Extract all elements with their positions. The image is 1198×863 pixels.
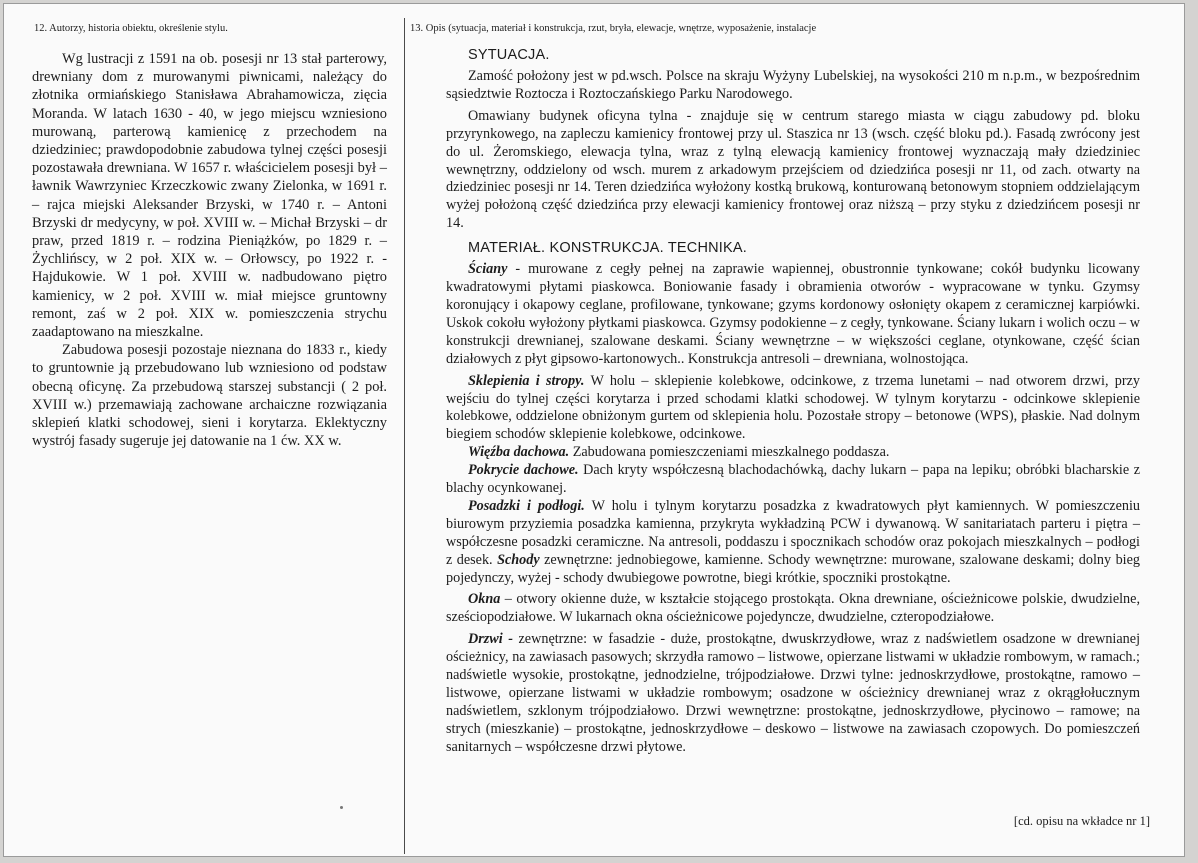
item-term: Sklepienia i stropy.	[468, 372, 585, 389]
left-section-header: 12. Autorzy, historia obiektu, określenie stylu.	[34, 23, 228, 34]
description-item-walls	[446, 261, 1140, 368]
description-item-doors	[446, 631, 1140, 756]
history-paragraph: Wg lustracji z 1591 na ob. posesji nr 13 stał parterowy, drewniany dom z murowanymi piwnicami, należący do złotnika ormiańskiego Stanisława Abrahamowicza, zięcia Moranda. W latach 1630 - 40, w jego miejscu wzniesiono murowaną, parterową kamienicę z przechodem na dziedziniec; prawdopodobnie zabudowa tylnej części posesji pozostawała drewniana. W 1657 r. właścicielem posesji był – ławnik Wawrzyniec Krzeczkowic zwany Zielonka, w 1691 r. – rajca miejski Aleksander Brzyski, w 1740 r. – Antoni Brzyski dr medycyny, w poł. XVIII w. – Michał Brzyski – dr praw, przed 1819 r. – rodzina Pieniążków, po 1829 r. – Żychlińscy, w 2 poł. XIX w. – Orłowscy, po 1922 r. - Hajdukowie. W 1 poł. XVIII w. nadbudowano piętro kamienicy, w 2 poł. XVIII w. miał miejsce gruntowny remont, zaś w 2 poł. XIX w. pomieszczenia strychu zaadaptowano na mieszkalne.	[32, 51, 387, 341]
section-heading-material: MATERIAŁ. KONSTRUKCJA. TECHNIKA.	[468, 240, 747, 257]
situation-paragraph: Zamość położony jest w pd.wsch. Polsce na skraju Wyżyny Lubelskiej, na wysokości 210 m n.p.m., w bezpośrednim sąsiedztwie Roztocza i Roztoczańskiego Parku Narodowego.	[446, 68, 1140, 102]
description-column	[446, 45, 1140, 757]
item-text: – otwory okienne duże, w kształcie stojącego prostokąta. Okna drewniane, ościeżnicowe polskie, dwudzielne, sześciopodziałowe. W lukarnach okna ościeżnicowe pojedyncze, dwudzielne, czteropodziałowe.	[446, 591, 1140, 626]
item-text: W holu i tylnym korytarzu posadzka z kwadratowych płyt kamiennych. W pomieszczeniu biurowym przyziemia posadzka kamienna, przykryta wykładziną PCW i dywanową. W sanitariatach parteru i piętra – współczesne posadzki ceramiczne. Na antresoli, poddaszu i spocznikach schodów oraz pokojach mieszkalnych – podłogi z desek.	[446, 497, 1140, 568]
column-divider	[404, 18, 405, 854]
history-column	[32, 50, 387, 450]
description-item-roof-truss	[446, 444, 1140, 462]
description-item-floors	[446, 498, 1140, 588]
item-term: Okna	[468, 591, 501, 608]
scan-speck	[340, 806, 343, 809]
item-term: Pokrycie dachowe.	[468, 462, 579, 479]
continuation-note: [cd. opisu na wkładce nr 1]	[1013, 814, 1150, 828]
history-paragraph: Zabudowa posesji pozostaje nieznana do 1833 r., kiedy to gruntownie ją przebudowano lub wzniesiono od podstaw obecną oficynę. Za przebudową starszej substancji ( 2 poł. XVIII w.) przemawiają zachowane archaiczne rozwiązania sklepień klatki schodowej, sieni i korytarza. Eklektyczny wystrój fasady sugeruje jej datowanie na 1 ćw. XX w.	[32, 342, 387, 450]
situation-paragraph: Omawiany budynek oficyna tylna - znajduje się w centrum starego miasta w ciągu zabudowy pd. bloku przyrynkowego, na zapleczu kamienicy frontowej przy ul. Staszica nr 13 (wsch. część bloku pd.). Fasadą zwrócony jest do ul. Żeromskiego, elewacja tylna, wraz z tylną elewacją kamienicy frontowej wyznaczają mały dziedziniec wewnętrzny, oddzielony od wsch. murem z arkadowym przejściem od dziedzińca posesji nr 11, od zach. otwarty na dziedziniec posesji nr 14. Teren dziedzińca wyłożony kostką brukową, konturowaną betonowym stopniem oddzielającym wyżej położoną część dziedzińca przy elewacji kamienicy frontowej oraz niższą – przy styku z dziedzińcem posesji nr 14.	[446, 107, 1140, 232]
item-text: Dach kryty współczesną blachodachówką, dachy lukarn – papa na lepiku; obróbki blacharskie z blachy ocynkowanej.	[446, 462, 1141, 497]
section-heading-situation: SYTUACJA.	[468, 47, 550, 63]
description-item-vaults	[446, 373, 1140, 445]
item-text: - murowane z cegły pełnej na zaprawie wapiennej, obustronnie tynkowane; cokół budynku licowany kwadratowymi płytami piaskowca. Boniowanie fasady i obramienia otworów - wypracowane w tynku. Gzymsy koronujący i okapowy ceglane, profilowane, tynkowane; gzyms kordonowy osłonięty okapem z ceramicznej karpiówki. Uskok cokołu wyłożony płytkami piaskowca. Gzymsy podokienne – z cegły, tynkowane. Ściany lukarn i wolich oczu – w konstrukcji drewnianej, szalowane deskami. Ściany wewnętrzne – w większości ceglane, otynkowane, część ścian działowych z płyt gipsowo-kartonowych.. Konstrukcja antresoli – drewniana, wolnostojąca.	[446, 261, 1140, 367]
description-item-windows	[446, 591, 1140, 627]
item-term: Posadzki i podłogi.	[468, 497, 585, 514]
item-text: W holu – sklepienie kolebkowe, odcinkowe, z trzema lunetami – nad otworem drzwi, przy wejściu do tylnej części korytarza i przed schodami klatki schodowej. W tylnym korytarzu - odcinkowe sklepienie kolebkowe, oddzielone obniżonym gurtem od sklepienia holu. Pozostałe stropy – betonowe (WPS), płaskie. Nad dolnym biegiem schodów sklepienie kolebkowe, odcinkowe.	[446, 372, 1140, 443]
item-text: Zabudowana pomieszczeniami mieszkalnego poddasza.	[569, 444, 890, 461]
description-item-roofing	[446, 462, 1140, 498]
item-term: Więźba dachowa.	[468, 444, 570, 461]
item-text: zewnętrzne: w fasadzie - duże, prostokątne, dwuskrzydłowe, wraz z nadświetlem osadzone w drewnianej ościeżnicy, na zawiasach pasowych; skrzydła ramowo – listwowe, opierzane listwami w układzie rombowym, w ramach.; nadświetle wysokie, prostokątne, jednodzielne, trójpodziałowe. Drzwi tylne: jednoskrzydłowe, prostokątne, ramowo – listwowe, opierzane listwami w układzie rombowym; osadzone w ościeżnicy drewnianej wraz z okrągłołucznym nadświetlem, szklonym trójpodziałowo. Drzwi wewnętrzne: prostokątne, jednoskrzydłowe, płycinowo – ramowe; na strych (mieszkanie) – prostokątne, jednoskrzydłowe – deskowo – listwowe na zawiasach czopowych. Do pomieszczeń sanitarnych – współczesne drzwi płytowe.	[446, 631, 1141, 755]
item-term-stairs: Schody	[497, 551, 540, 568]
item-term: Drzwi -	[468, 631, 513, 648]
item-term: Ściany	[468, 261, 508, 278]
item-text: zewnętrzne: jednobiegowe, kamienne. Schody wewnętrzne: murowane, szalowane deskami; dolny bieg pojedynczy, wyżej - schody dwubiegowe powrotne, biegi krótkie, spoczniki prostokątne.	[446, 551, 1140, 586]
right-section-header: 13. Opis (sytuacja, materiał i konstrukcja, rzut, bryła, elewacje, wnętrze, wyposażenie, instalacje	[410, 23, 817, 34]
